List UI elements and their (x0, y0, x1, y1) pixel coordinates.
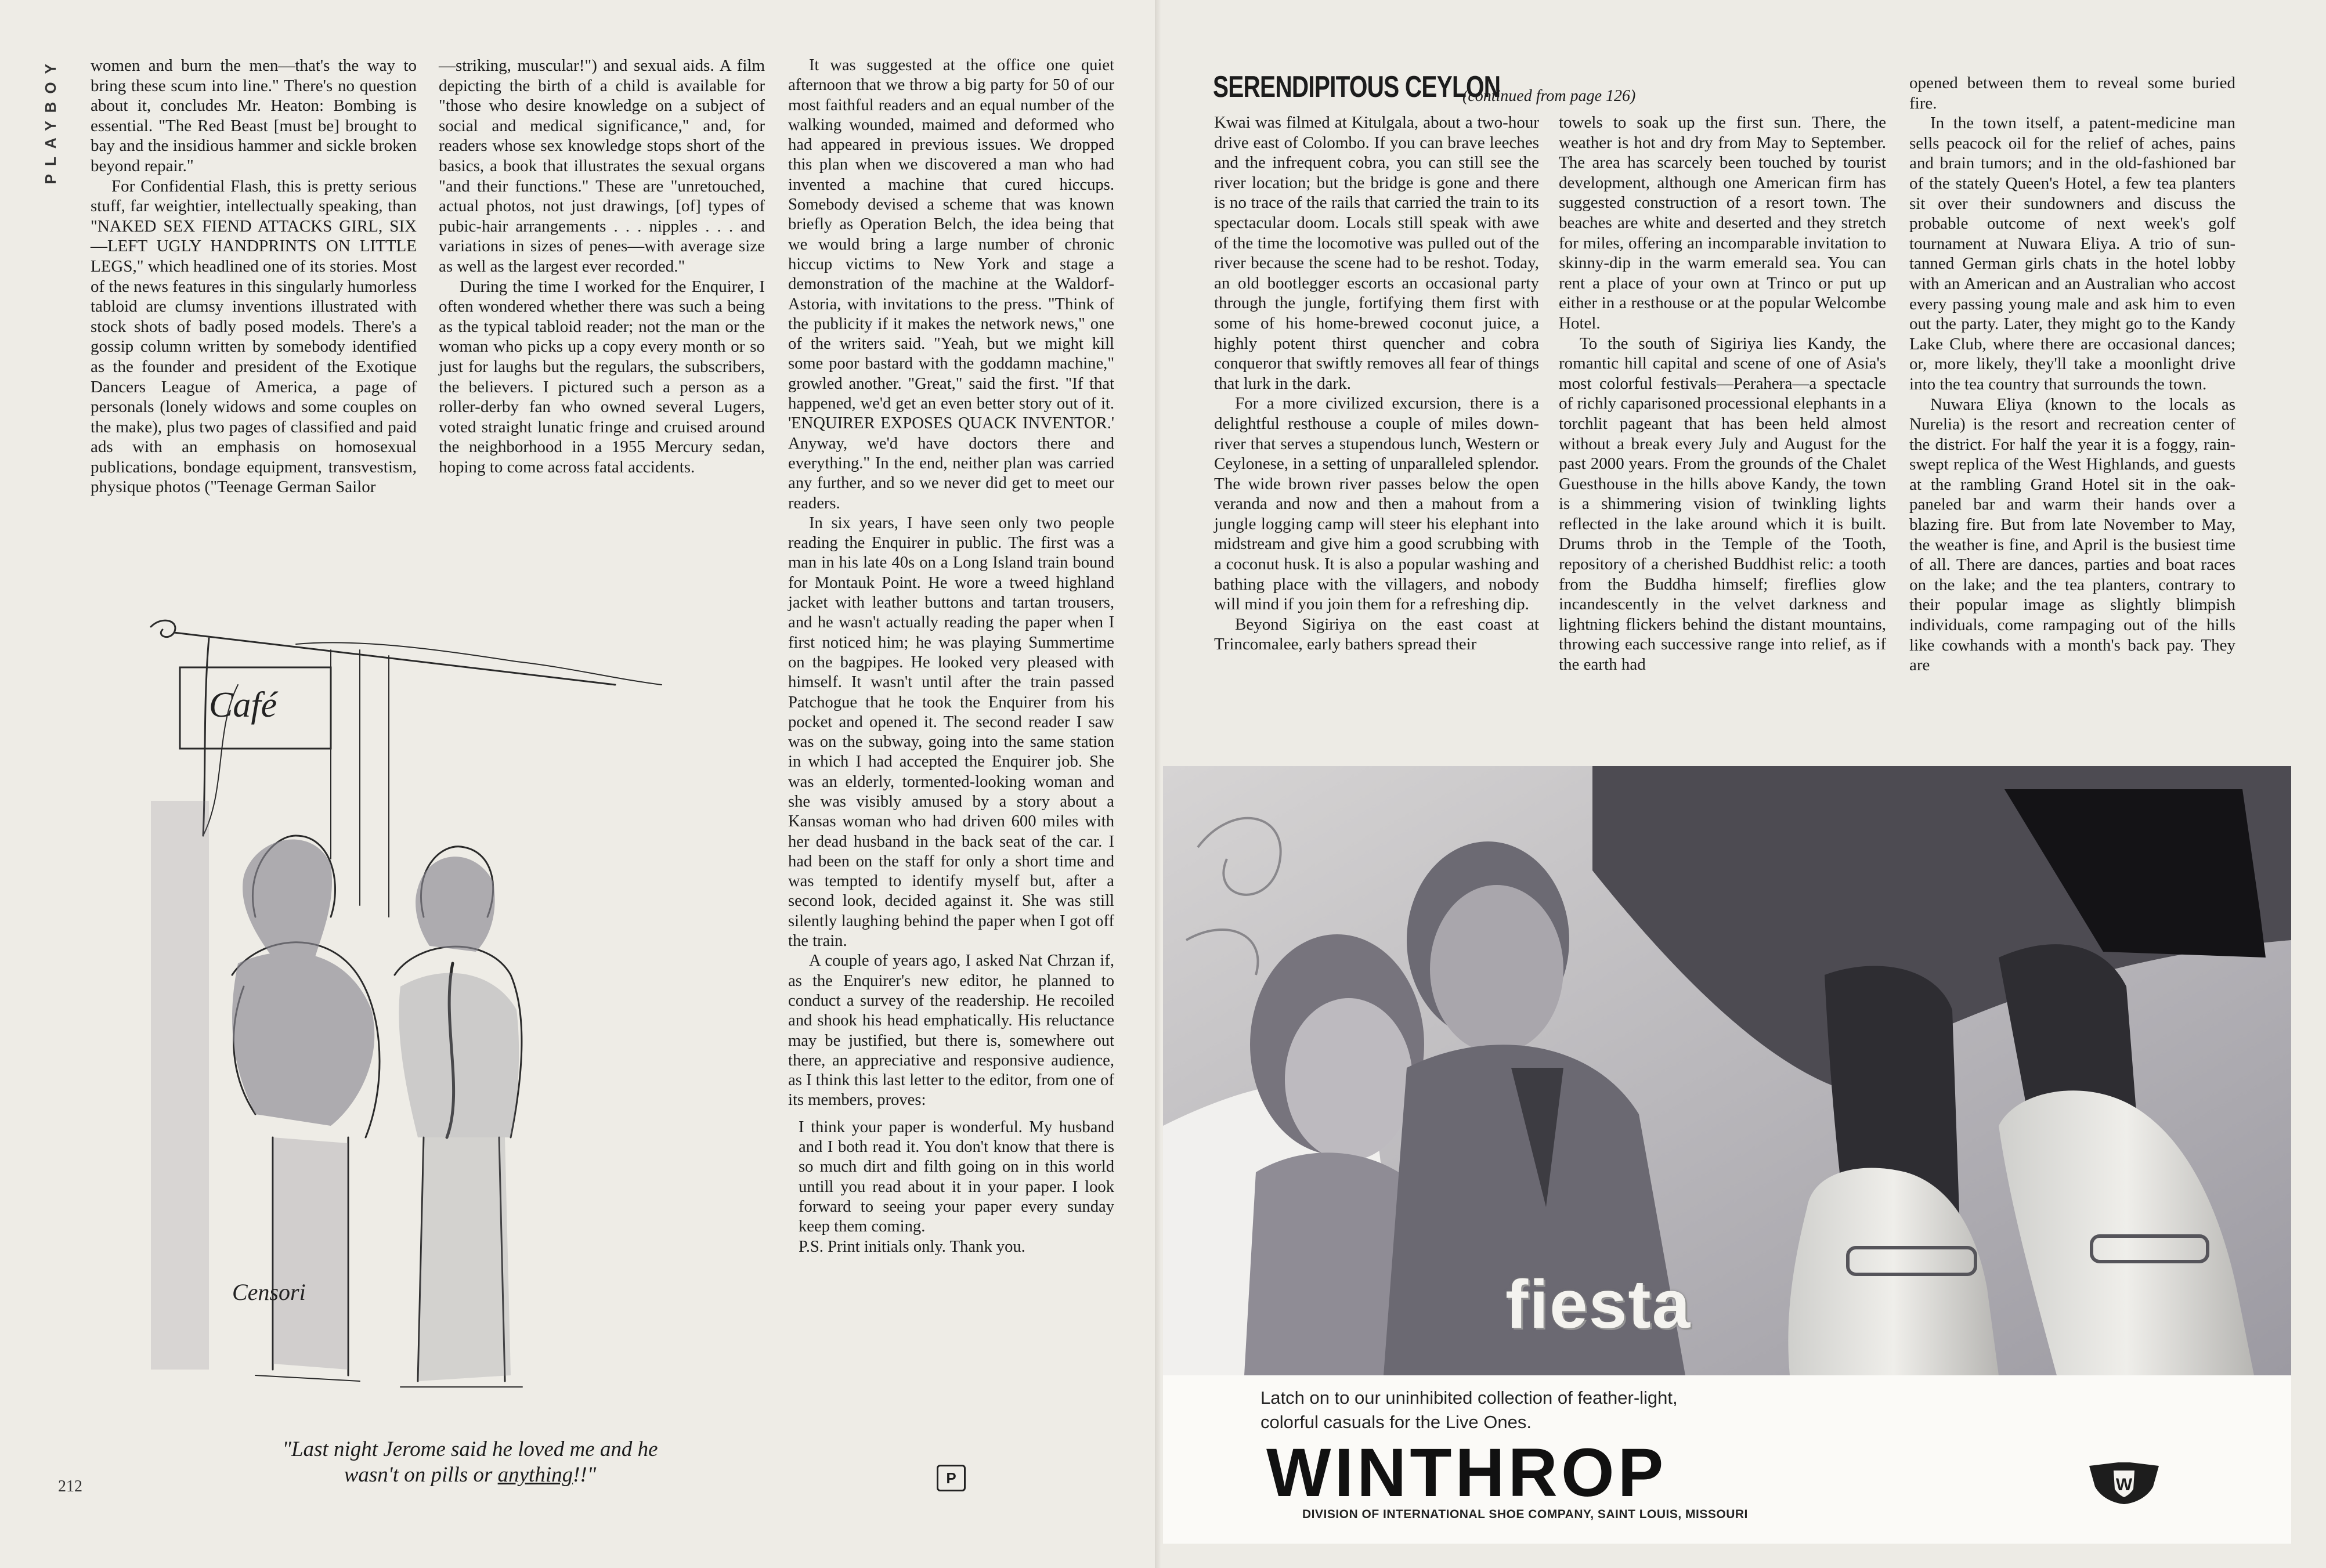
letter-postscript: P.S. Print initials only. Thank you. (799, 1237, 1025, 1256)
section-title: SERENDIPITOUS CEYLON (1213, 70, 1501, 104)
brand-logo: WINTHROP (1266, 1435, 1667, 1511)
paragraph: For Confidential Flash, this is pretty serious stuff, far weightier, intellectually speaking, than "NAKED SEX FIEND ATTACKS GIRL, SIX—LEFT UGLY HANDPRINTS ON LITTLE LEGS," which headlined one of its stories. Most of the news features in this singularly humorless tabloid are clumsy inventions illustrated with stock shots of badly posed models. There's a gossip column written by somebody identified as the founder and president of the Exotique Dancers League of America, a page of personals (lonely widows and some couples on the make), plus two pages of classified and paid ads with an emphasis on homosexual publications, bondage equipment, transvestism, physique photos ("Teenage German Sailor (91, 176, 417, 497)
paragraph: women and burn the men—that's the way to bring these scum into line." There's no question about it, concludes Mr. Heaton: Bombing is essential. "The Red Beast [must be] brought to bay and the insidious hammer and sickle broken beyond repair." (91, 56, 417, 175)
article-column-r2 (1559, 113, 1886, 675)
paragraph: In six years, I have seen only two people reading the Enquirer in public. The first was a man in his late 40s on a Long Island train bound for Montauk Point. He wore a tweed highland jacket with leather buttons and tartan trousers, and he wasn't actually reading the paper when I first noticed him; he was playing Summertime on the bagpipes. He looked very pleased with himself. It wasn't until after the train passed Patchogue that he took the Enquirer from his pocket and opened it. The second reader I saw was on the subway, going into the same station in which I had accepted the Enquirer job. She was an elderly, tormented-looking woman and she was visibly amused by a story about a Kansas woman who had driven 600 miles with her dead husband in the back seat of the car. I had been on the staff for only a short time and was tempted to identify myself but, after a second look, decided against it. She was still silently laughing behind the paper when I got off the train. (788, 514, 1114, 951)
paragraph: towels to soak up the first sun. There, the weather is hot and dry from May to September. The area has scarcely been touched by tourist development, although one American firm has suggested construction of a resort town. The beaches are white and deserted and they stretch for miles, offering an incomparable invitation to skinny-dip in the warm emerald sea. You can rent a place of your own at Trinco or put up either in a resthouse or at the popular Welcombe Hotel. (1559, 113, 1886, 333)
page-number: 212 (58, 1477, 82, 1495)
caption-line-1: "Last night Jerome said he loved me and he (282, 1437, 658, 1461)
article-column-1 (91, 56, 417, 497)
paragraph: For a more civilized excursion, there is a delightful resthouse a couple of miles down-river that serves a stupendous lunch, Western or Ceylonese, in a setting of unparalleled splendor. The wide brown river passes below the open veranda and now and then a mahout from a jungle logging camp will steer his elephant into midstream and give him a good scrubbing with a coconut husk. It is also a popular washing and bathing place with the villagers, and nobody will mind if you join them for a refreshing dip. (1214, 394, 1539, 614)
continued-note: (continued from page 126) (1462, 87, 1636, 105)
paragraph: It was suggested at the office one quiet afternoon that we throw a big party for 50 of our most faithful readers and an equal number of the walking wounded, maimed and deformed who had appeared in previous issues. We dropped this plan when we discovered a man who had invented a machine that cured hiccups. Somebody devised a scheme that was known briefly as Operation Belch, the idea being that we would bring a large number of chronic hiccup victims to New York and stage a demonstration of the machine at the Waldorf-Astoria, with invitations to the press. "Think of the publicity if it makes the network news," one of the writers said. "Yeah, but we might kill some poor bastard with the goddamn machine," growled another. "Great," said the first. "If that happened, we'd get an even better story out of it. 'ENQUIRER EXPOSES QUACK INVENTOR.' Anyway, we'd have doctors there and everything." In the end, neither plan was carried any further, and so we never did get to meet our readers. (788, 56, 1114, 512)
ad-tagline-line-1: Latch on to our uninhibited collection of feather-light, (1260, 1388, 1678, 1408)
caption-emphasis: anything (497, 1463, 573, 1487)
paragraph: A couple of years ago, I asked Nat Chrzan if, as the Enquirer's new editor, he planned to conduct a survey of the readership. He recoiled and shook his head emphatically. His reluctance may be justified, but there is, somewhere out there, an appreciative and responsive audience, as I think this last letter to the editor, from one of its members, proves: (788, 952, 1114, 1110)
crest-letter: W (2115, 1475, 2133, 1494)
article-column-2 (439, 56, 765, 477)
paragraph: Nuwara Eliya (known to the locals as Nurelia) is the resort and recreation center of the district. For half the year it is a foggy, rain-swept replica of the West Highlands, and guests at the rambling Grand Hotel sit in the oak-paneled bar and warm their hands over a blazing fire. But from late November to May, the weather is fine, and April is the busiest time of all. There are dances, parties and boat races on the lake; and the tea planters, contrary to their popular image as slightly blimpish individuals, come rampaging out of the hills like cowhands with a month's back pay. They are (1909, 395, 2235, 675)
cartoon-caption (151, 1437, 789, 1488)
article-column-r1 (1214, 113, 1539, 655)
product-name: fiesta (1505, 1266, 1692, 1343)
paragraph: In the town itself, a patent-medicine man sells peacock oil for the relief of aches, pains and brain tumors; and in the old-fashioned bar of the stately Queen's Hotel, a few tea planters sit over their sundowners and discuss the probable outcome of next week's golf tournament at Nuwara Eliya. A trio of sun-tanned German girls chats in the hotel lobby with an American and an Australian who accost every passing young male and ask him to even out the party. Later, they might go to the Kandy Lake Club, where there are occasional dances; or, more likely, they'll take a moonlight drive into the tea country that surrounds the town. (1909, 114, 2235, 393)
left-page (0, 0, 1161, 1568)
ad-tagline-line-2: colorful casuals for the Live Ones. (1260, 1412, 1532, 1432)
brand-division: DIVISION OF INTERNATIONAL SHOE COMPANY, SAINT LOUIS, MISSOURI (1302, 1508, 1748, 1521)
paragraph: Beyond Sigiriya on the east coast at Trincomalee, early bathers spread their (1214, 615, 1539, 654)
paragraph: opened between them to reveal some buried fire. (1909, 74, 2235, 113)
ad-tagline (1260, 1386, 1841, 1435)
winthrop-advertisement (1163, 766, 2291, 1544)
paragraph: —striking, muscular!") and sexual aids. A film depicting the birth of a child is available for "those who desire knowledge on a subject of social and medical significance," and, for readers whose sex knowledge stops short of the basics, a book that illustrates the sexual organs "and their functions." These are "unretouched, actual photos, not just drawings, [of] types of pubic-hair arrangements . . . nipples . . . and variations in sizes of penes—with average size as well as the largest ever recorded." (439, 56, 765, 276)
caption-text: !!" (573, 1463, 597, 1487)
article-column-3 (788, 56, 1114, 1257)
ad-photograph (1163, 766, 2291, 1375)
paragraph: Kwai was filmed at Kitulgala, about a two-hour drive east of Colombo. If you can brave leeches and the infrequent cobra, you can still see the river location; but the bridge is gone and there is no trace of the rails that carried the train to its spectacular doom. Locals still speak with awe of the time the locomotive was pulled out of the river because the scene had to be reshot. Today, an old bootlegger escorts an occasional party through the jungle, fortifying them first with some of his home-brewed coconut juice, a highly potent thirst quencher and cobra conqueror that swiftly removes all fear of things that lurk in the dark. (1214, 113, 1539, 393)
cartoon-illustration (139, 615, 743, 1428)
paragraph: During the time I worked for the Enquirer, I often wondered whether there was such a being as the typical tabloid reader; not the man or the woman who picks up a copy every month or so just for laughs but the regulars, the subscribers, the believers. I pictured such a person as a roller-derby fan who owned several Lugers, voted straight lunatic fringe and cruised around the neighborhood in a 1955 Mercury sedan, hoping to come across fatal accidents. (439, 277, 765, 476)
paragraph: To the south of Sigiriya lies Kandy, the romantic hill capital and scene of one of Asia's most colorful festivals—Perahera—a spectacle of richly caparisoned processional elephants in a torchlit pageant that has been held almost without a break every July and August for the past 2000 years. From the grounds of the Chalet Guesthouse in the hills above Kandy, the town is a shimmering vision of twinkling lights reflected in the lake around which it is built. Drums throb in the Temple of the Tooth, repository of a cherished Buddhist relic: a tooth from the Buddha himself; fireflies glow incandescently in the velvet darkness and lightning flickers behind the distant mountains, throwing each successive range into relief, as if the earth had (1559, 334, 1886, 674)
brand-crest-icon (2083, 1460, 2165, 1506)
caption-line-2 (151, 1462, 789, 1488)
running-head: PLAYBOY (42, 56, 59, 185)
cafe-sign: Café (209, 685, 277, 725)
letter-to-editor: I think your paper is wonderful. My husband and I both read it. You don't know that there is so much dirt and filth going on in this world untill you read about it in your paper. I look forward to seeing your paper every sunday keep them coming. (799, 1118, 1114, 1236)
article-column-r3 (1909, 73, 2235, 675)
caption-text: wasn't on pills or (344, 1463, 498, 1487)
cartoonist-signature: Censori (232, 1279, 306, 1305)
end-mark-icon: P (937, 1465, 966, 1491)
